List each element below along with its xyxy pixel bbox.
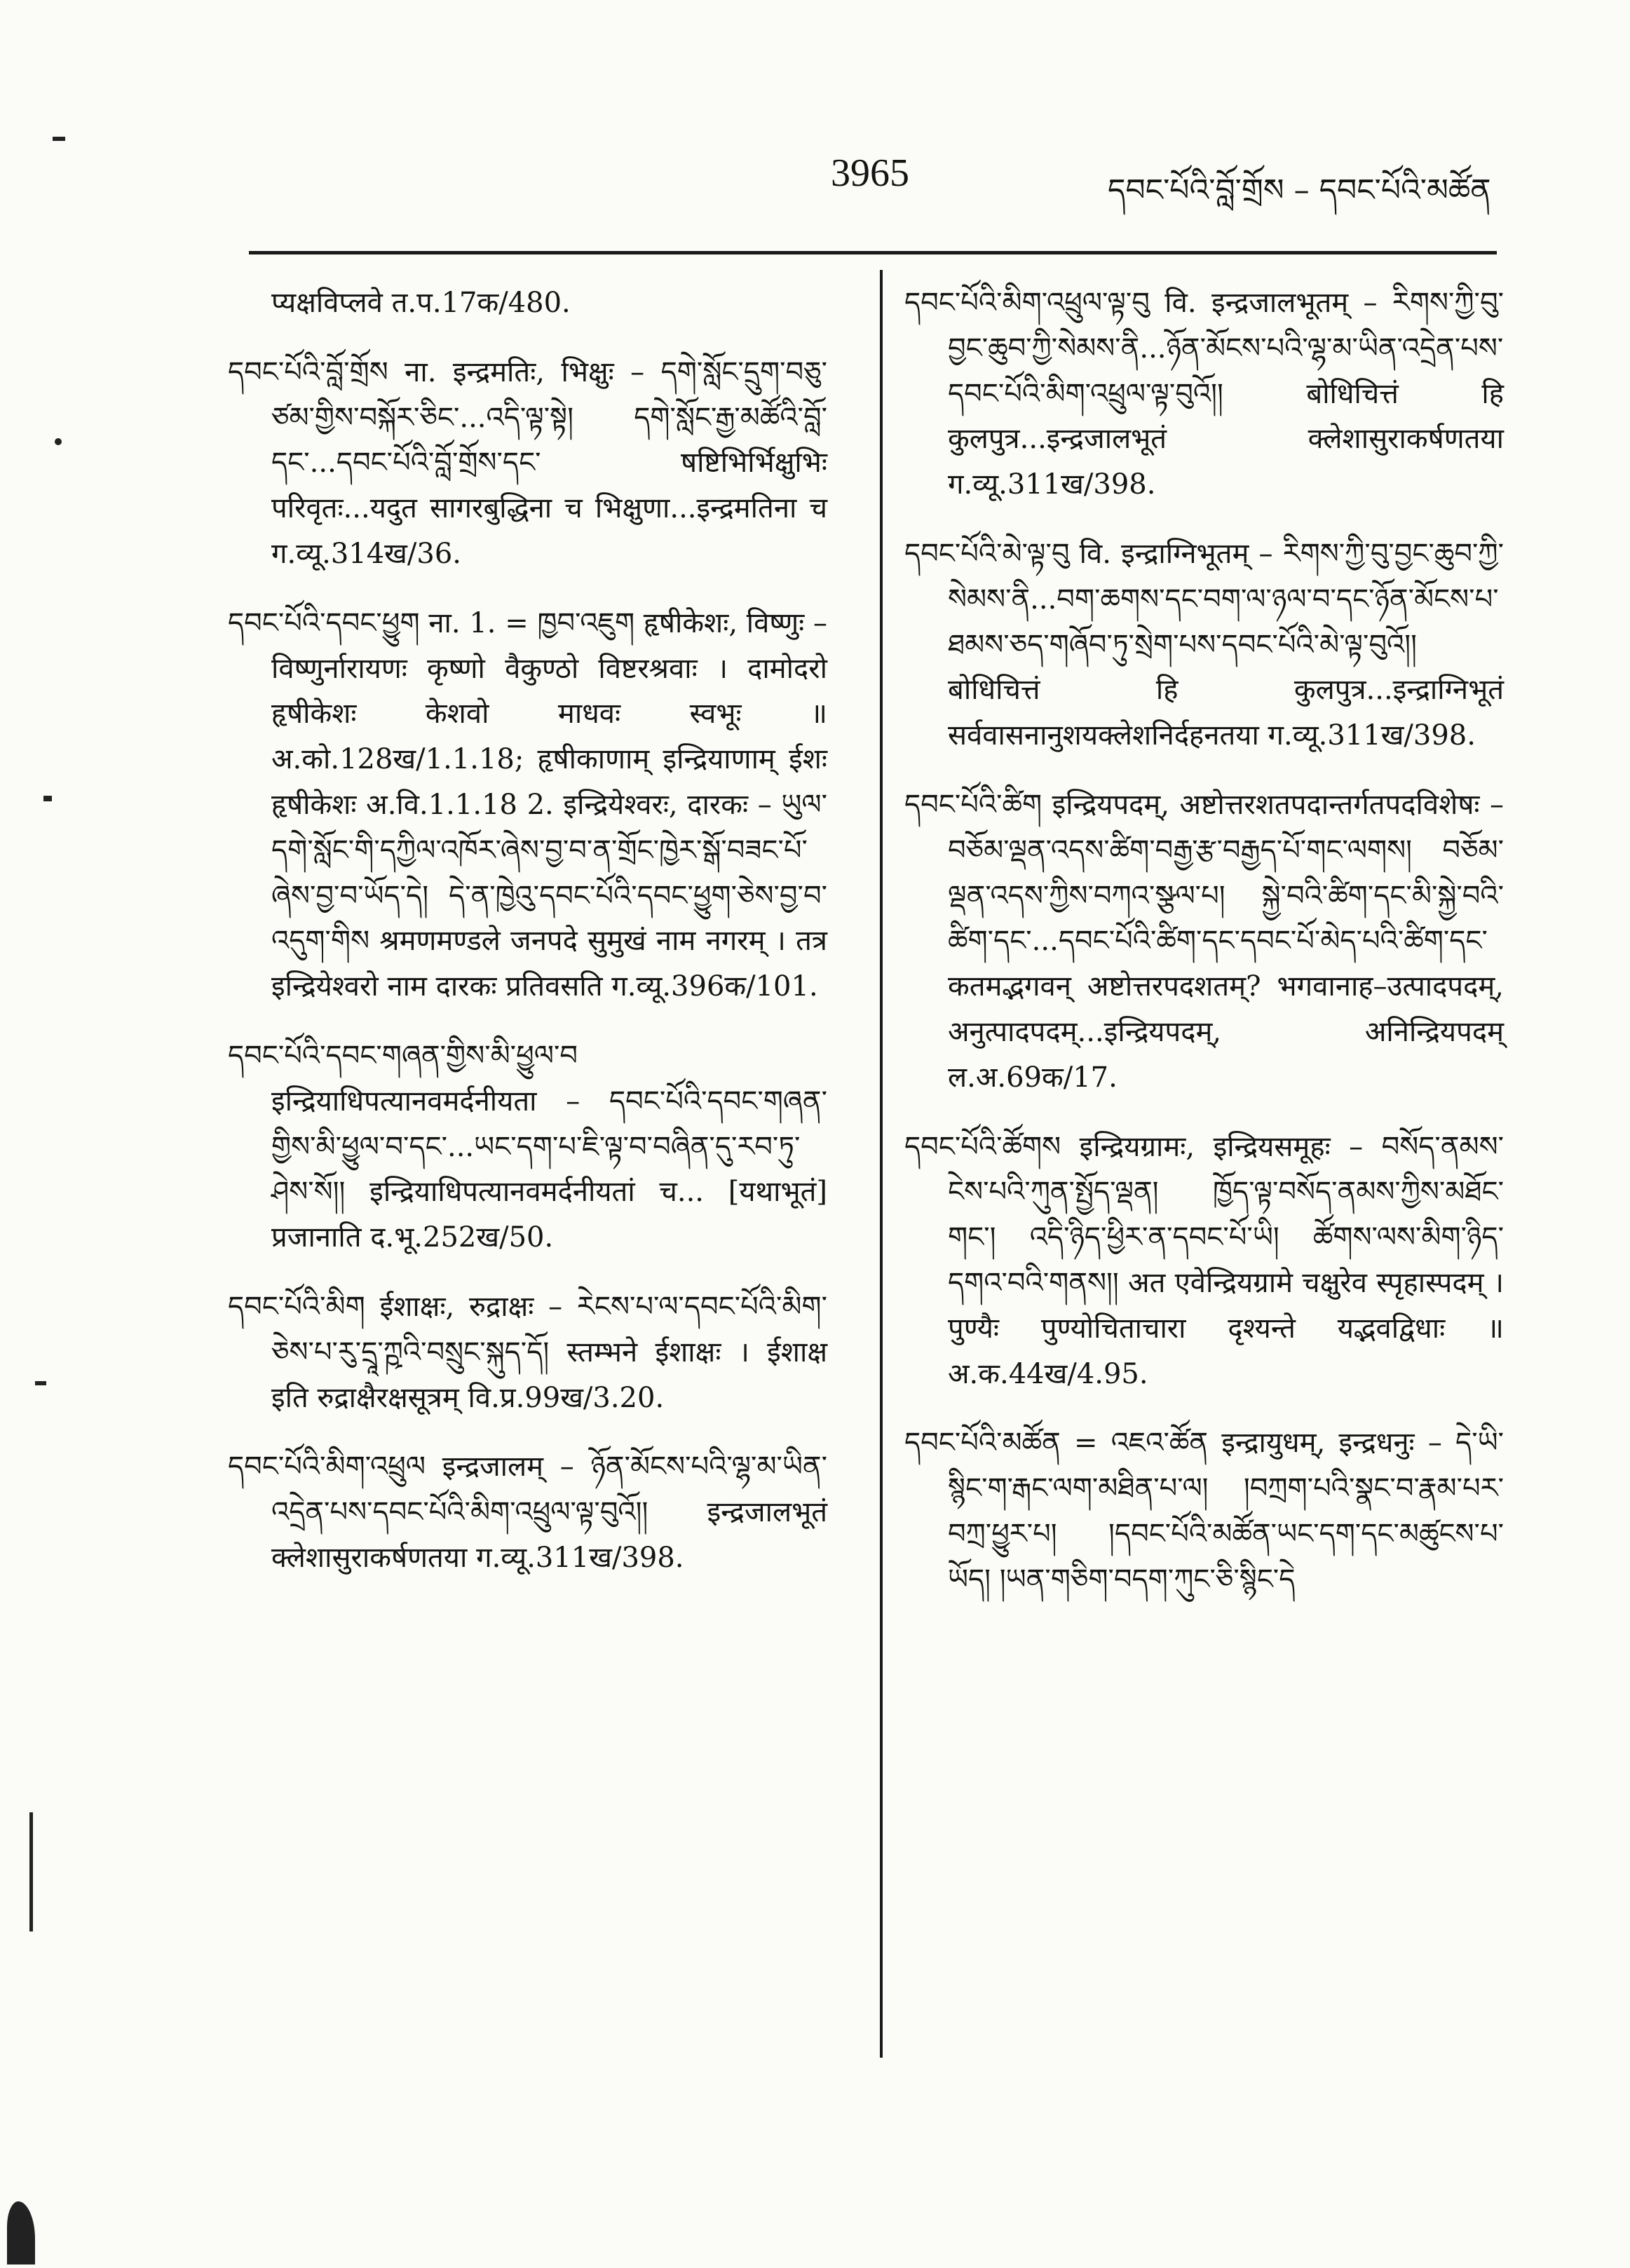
scan-mark <box>43 796 52 801</box>
dictionary-entry: དབང་པོའི་དབང་ཕྱུག ना. 1. = ཁྱབ་འཇུག हृषीकेशः, विष्णुः – विष्णुर्नारायणः कृष्णो वैकुण्ठो विष्टरश्रवाः । दामोदरो हृषीकेशः केशवो माधवः स्वभूः ॥ अ.को.128ख/1.1.18; हृषीकाणाम् इन्द्रियाणाम् ईशः हृषीकेशः अ.वि.1.1.18 2. इन्द्रियेश्वरः, दारकः – ཡུལ་དགེ་སློང་གི་དཀྱིལ་འཁོར་ཞེས་བྱ་བ་ན་གྲོང་ཁྱེར་སྒོ་བཟང་པོ་ཞེས་བྱ་བ་ཡོད་དེ། དེ་ན་ཁྱེའུ་དབང་པོའི་དབང་ཕྱུག་ཅེས་བྱ་བ་འདུག་གིས श्रमणमण्डले जनपदे सुमुखं नाम नगरम् । तत्र इन्द्रियेश्वरो नाम दारकः प्रतिवसति ग.व्यू.396क/101. <box>228 606 827 1003</box>
left-column <box>228 280 827 1605</box>
right-column <box>904 280 1504 1627</box>
entry-continuation: प्यक्षविप्लवे त.प.17क/480. <box>271 287 571 319</box>
dictionary-entry: དབང་པོའི་མིག ईशाक्षः, रुद्राक्षः – རེངས་པ་ལ་དབང་པོའི་མིག་ཅེས་པ་རུ་དྲཱ་ཀྵའི་བསྲུང་སྐུད་དོ། स्तम्भने ईशाक्षः । ईशाक्ष इति रुद्राक्षैरक्षसूत्रम् वि.प्र.99ख/3.20. <box>228 1290 827 1414</box>
scan-mark <box>35 1381 46 1385</box>
scan-mark <box>53 137 65 141</box>
scan-mark <box>7 2201 35 2264</box>
scan-mark <box>55 438 62 445</box>
dictionary-entry: དབང་པོའི་བློ་གྲོས ना. इन्द्रमतिः, भिक्षुः – དགེ་སློང་དྲུག་བཅུ་ཙམ་གྱིས་བསྐོར་ཅིང་...འདི་ལྟ་སྟེ། དགེ་སློང་རྒྱ་མཚོའི་བློ་དང་...དབང་པོའི་བློ་གྲོས་དང་ षष्टिभिर्भिक्षुभिः परिवृतः...यदुत सागरबुद्धिना च भिक्षुणा...इन्द्रमतिना च ग.व्यू.314ख/36. <box>228 355 827 570</box>
dictionary-entry: དབང་པོའི་མཚོན = འཇའ་ཚོན इन्द्रायुधम्, इन्द्रधनुः – དེ་ཡི་སྙིང་ག་རྒང་ལག་མཐིན་པ་ལ། །བཀྲག་པའི་སྣང་བ་རྣམ་པར་བཀྲ་ཕྱུར་པ། །དབང་པོའི་མཚོན་ཡང་དག་དང་མཚུངས་པ་ཡོད། །ཡན་གཅིག་བདག་ཀུང་ཅི་སྙིང་དེ <box>904 1427 1504 1596</box>
dictionary-entry: དབང་པོའི་མིག་འཕྲུལ इन्द्रजालम् – ཉོན་མོངས་པའི་ལྷ་མ་ཡིན་འདྲེན་པས་དབང་པོའི་མིག་འཕྲུལ་ལྟ་བུའོ།། इन्द्रजालभूतं क्लेशासुराकर्षणतया ग.व्यू.311ख/398. <box>228 1451 827 1574</box>
dictionary-entry: དབང་པོའི་མིག་འཕྲུལ་ལྟ་བུ वि. इन्द्रजालभूतम् – རིགས་ཀྱི་བུ་བྱང་ཆུབ་ཀྱི་སེམས་ནི...ཉོན་མོངས་པའི་ལྷ་མ་ཡིན་འདྲེན་པས་དབང་པོའི་མིག་འཕྲུལ་ལྟ་བུའོ།། बोधिचित्तं हि कुलपुत्र...इन्द्रजालभूतं क्लेशासुराकर्षणतया ग.व्यू.311ख/398. <box>904 287 1504 501</box>
scan-mark <box>29 1812 33 1931</box>
dictionary-entry: དབང་པོའི་ཚིག इन्द्रियपदम्, अष्टोत्तरशतपदान्तर्गतपदविशेषः – བཅོམ་ལྡན་འདས་ཚིག་བརྒྱ་རྩ་བརྒྱད་པོ་གང་ལགས། བཅོམ་ལྡན་འདས་ཀྱིས་བཀའ་སྩལ་པ། སྐྱེ་བའི་ཚིག་དང་མི་སྐྱེ་བའི་ཚིག་དང་...དབང་པོའི་ཚིག་དང་དབང་པོ་མེད་པའི་ཚིག་དང་ कतमद्भगवन् अष्टोत्तरपदशतम्? भगवानाह–उत्पादपदम्, अनुत्पादपदम्...इन्द्रियपदम्, अनिन्द्रियपदम् ल.अ.69क/17. <box>904 788 1504 1094</box>
dictionary-entry: དབང་པོའི་ཚོགས इन्द्रियग्रामः, इन्द्रियसमूहः – བསོད་ནམས་ངེས་པའི་ཀུན་སྤྱོད་ལྡན། ཁྱོད་ལྟ་བསོད་ནམས་ཀྱིས་མཐོང་གང་། འདི་ཉིད་ཕྱིར་ན་དབང་པོ་ཡི། ཚོགས་ལས་མིག་ཉིད་དགའ་བའི་གནས།། अत एवेन्द्रियग्रामे चक्षुरेव स्पृहास्पदम् । पुण्यैः पुण्योचिताचारा दृश्यन्ते यद्भवद्विधाः ॥ अ.क.44ख/4.95. <box>904 1130 1504 1390</box>
dictionary-entry: དབང་པོའི་དབང་གཞན་གྱིས་མི་ཕྱུལ་བ इन्द्रियाधिपत्यानवमर्दनीयता – དབང་པོའི་དབང་གཞན་གྱིས་མི་ཕྱུལ་བ་དང་...ཡང་དག་པ་ཇི་ལྟ་བ་བཞིན་དུ་རབ་ཏུ་ཤེས་སོ།། इन्द्रियाधिपत्यानवमर्दनीयतां च... [यथाभूतं] प्रजानाति द.भू.252ख/50. <box>228 1039 827 1254</box>
dictionary-entry: དབང་པོའི་མེ་ལྟ་བུ वि. इन्द्राग्निभूतम् – རིགས་ཀྱི་བུ་བྱང་ཆུབ་ཀྱི་སེམས་ནི...བག་ཆགས་དང་བག་ལ་ཉལ་བ་དང་ཉོན་མོངས་པ་ཐམས་ཅད་གཞོབ་ཏུ་སྲེག་པས་དབང་པོའི་མེ་ལྟ་བུའོ།། बोधिचित्तं हि कुलपुत्र...इन्द्राग्निभूतं सर्ववासनानुशयक्लेशनिर्दहनतया ग.व्यू.311ख/398. <box>904 537 1504 752</box>
header-rule <box>249 251 1497 254</box>
page-number: 3965 <box>831 151 909 195</box>
running-head: དབང་པོའི་བློ་གྲོས – དབང་པོའི་མཚོན <box>1108 172 1491 208</box>
column-divider <box>880 270 883 2058</box>
